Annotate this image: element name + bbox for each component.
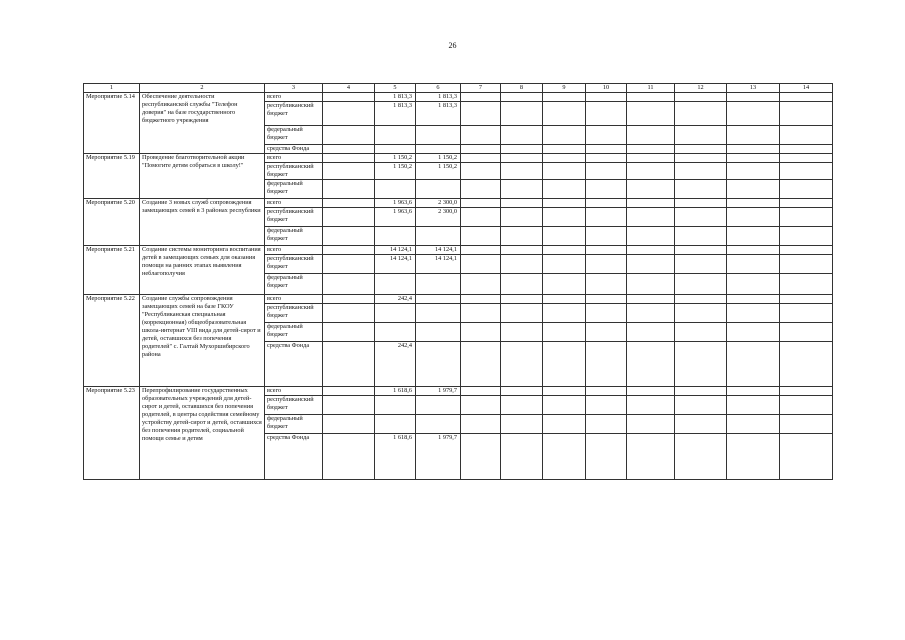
cell-col13 xyxy=(727,102,780,126)
measure-name: Создание системы мониторинга воспитания детей в замещающих семьях для оказания помощи на ранних этапах выявления неблагополучия xyxy=(140,246,265,295)
cell-col5 xyxy=(375,323,416,342)
cell-col12 xyxy=(675,415,727,434)
cell-col6: 2 300,0 xyxy=(416,199,461,208)
cell-col5 xyxy=(375,227,416,246)
funding-source: всего xyxy=(265,93,323,102)
cell-col14 xyxy=(780,434,833,480)
funding-source: федеральный бюджет xyxy=(265,323,323,342)
cell-col13 xyxy=(727,208,780,227)
cell-col10 xyxy=(586,255,627,274)
cell-col10 xyxy=(586,180,627,199)
cell-col5: 1 150,2 xyxy=(375,154,416,163)
cell-col12 xyxy=(675,102,727,126)
cell-col12 xyxy=(675,246,727,255)
cell-col8 xyxy=(501,126,543,145)
cell-col14 xyxy=(780,304,833,323)
measure-name: Создание 3 новых служб сопровождения замещающих семей в 3 районах республики xyxy=(140,199,265,246)
funding-source: всего xyxy=(265,154,323,163)
cell-col14 xyxy=(780,323,833,342)
cell-col8 xyxy=(501,323,543,342)
cell-col11 xyxy=(627,227,675,246)
cell-col9 xyxy=(543,396,586,415)
cell-col11 xyxy=(627,154,675,163)
cell-col11 xyxy=(627,126,675,145)
cell-col11 xyxy=(627,93,675,102)
cell-col11 xyxy=(627,396,675,415)
cell-col10 xyxy=(586,227,627,246)
header-cell: 10 xyxy=(586,84,627,93)
cell-col5: 242,4 xyxy=(375,342,416,387)
cell-col10 xyxy=(586,323,627,342)
cell-col4 xyxy=(323,246,375,255)
table-row xyxy=(84,93,833,102)
cell-col13 xyxy=(727,304,780,323)
cell-col4 xyxy=(323,180,375,199)
funding-source: республиканский бюджет xyxy=(265,102,323,126)
cell-col9 xyxy=(543,246,586,255)
cell-col11 xyxy=(627,102,675,126)
cell-col14 xyxy=(780,154,833,163)
cell-col14 xyxy=(780,145,833,154)
cell-col8 xyxy=(501,387,543,396)
cell-col8 xyxy=(501,145,543,154)
cell-col9 xyxy=(543,102,586,126)
cell-col10 xyxy=(586,145,627,154)
cell-col9 xyxy=(543,93,586,102)
measure-name: Проведение благотворительной акции "Помогите детям собраться в школу!" xyxy=(140,154,265,199)
cell-col6: 1 979,7 xyxy=(416,387,461,396)
cell-col12 xyxy=(675,163,727,180)
funding-source: федеральный бюджет xyxy=(265,126,323,145)
funding-source: всего xyxy=(265,387,323,396)
cell-col11 xyxy=(627,255,675,274)
cell-col4 xyxy=(323,93,375,102)
cell-col4 xyxy=(323,304,375,323)
cell-col4 xyxy=(323,255,375,274)
cell-col6 xyxy=(416,227,461,246)
cell-col5: 14 124,1 xyxy=(375,255,416,274)
cell-col7 xyxy=(461,246,501,255)
cell-col12 xyxy=(675,154,727,163)
cell-col5: 1 813,3 xyxy=(375,93,416,102)
cell-col7 xyxy=(461,304,501,323)
cell-col6: 1 813,3 xyxy=(416,93,461,102)
cell-col10 xyxy=(586,415,627,434)
funding-source: средства Фонда xyxy=(265,145,323,154)
cell-col11 xyxy=(627,295,675,304)
cell-col13 xyxy=(727,295,780,304)
cell-col4 xyxy=(323,274,375,295)
cell-col5 xyxy=(375,180,416,199)
cell-col14 xyxy=(780,396,833,415)
cell-col7 xyxy=(461,199,501,208)
cell-col14 xyxy=(780,274,833,295)
cell-col8 xyxy=(501,295,543,304)
cell-col7 xyxy=(461,163,501,180)
cell-col5 xyxy=(375,274,416,295)
cell-col6 xyxy=(416,323,461,342)
cell-col14 xyxy=(780,387,833,396)
cell-col13 xyxy=(727,93,780,102)
cell-col9 xyxy=(543,295,586,304)
cell-col14 xyxy=(780,163,833,180)
cell-col8 xyxy=(501,255,543,274)
measure-name: Создание службы сопровождения замещающих семей на базе ГКОУ "Республиканская специальная (коррекционная) общеобразовательная школа-интернат VIII вида для детей-сирот и детей, оставшихся без попечения родителей" с. Галтай Мухоршибирского района xyxy=(140,295,265,387)
cell-col10 xyxy=(586,274,627,295)
table-row xyxy=(84,387,833,396)
cell-col4 xyxy=(323,415,375,434)
cell-col14 xyxy=(780,93,833,102)
cell-col10 xyxy=(586,434,627,480)
cell-col5 xyxy=(375,126,416,145)
measure-name: Обеспечение деятельности республиканской службы "Телефон доверия" на базе государственного бюджетного учреждения xyxy=(140,93,265,154)
cell-col11 xyxy=(627,145,675,154)
cell-col5 xyxy=(375,145,416,154)
cell-col10 xyxy=(586,396,627,415)
cell-col11 xyxy=(627,274,675,295)
cell-col11 xyxy=(627,387,675,396)
header-cell: 14 xyxy=(780,84,833,93)
cell-col13 xyxy=(727,180,780,199)
header-cell: 3 xyxy=(265,84,323,93)
cell-col8 xyxy=(501,208,543,227)
cell-col11 xyxy=(627,342,675,387)
cell-col10 xyxy=(586,342,627,387)
cell-col9 xyxy=(543,180,586,199)
measure-code: Мероприятие 5.22 xyxy=(84,295,140,387)
cell-col12 xyxy=(675,93,727,102)
cell-col13 xyxy=(727,274,780,295)
cell-col8 xyxy=(501,227,543,246)
cell-col6: 1 150,2 xyxy=(416,163,461,180)
cell-col4 xyxy=(323,102,375,126)
cell-col7 xyxy=(461,145,501,154)
cell-col6 xyxy=(416,295,461,304)
cell-col10 xyxy=(586,304,627,323)
cell-col9 xyxy=(543,304,586,323)
cell-col4 xyxy=(323,163,375,180)
cell-col7 xyxy=(461,342,501,387)
cell-col7 xyxy=(461,415,501,434)
cell-col7 xyxy=(461,180,501,199)
page-number: 26 xyxy=(448,41,457,50)
cell-col9 xyxy=(543,126,586,145)
table-body xyxy=(84,84,833,480)
cell-col13 xyxy=(727,154,780,163)
cell-col13 xyxy=(727,246,780,255)
cell-col12 xyxy=(675,274,727,295)
cell-col6 xyxy=(416,274,461,295)
cell-col11 xyxy=(627,434,675,480)
measure-code: Мероприятие 5.21 xyxy=(84,246,140,295)
header-cell: 12 xyxy=(675,84,727,93)
cell-col14 xyxy=(780,246,833,255)
cell-col12 xyxy=(675,199,727,208)
cell-col7 xyxy=(461,154,501,163)
cell-col7 xyxy=(461,323,501,342)
cell-col11 xyxy=(627,415,675,434)
cell-col12 xyxy=(675,295,727,304)
cell-col11 xyxy=(627,323,675,342)
cell-col7 xyxy=(461,255,501,274)
cell-col8 xyxy=(501,163,543,180)
cell-col12 xyxy=(675,227,727,246)
funding-source: республиканский бюджет xyxy=(265,304,323,323)
cell-col13 xyxy=(727,396,780,415)
cell-col8 xyxy=(501,93,543,102)
cell-col14 xyxy=(780,102,833,126)
cell-col14 xyxy=(780,208,833,227)
measure-code: Мероприятие 5.20 xyxy=(84,199,140,246)
header-cell: 8 xyxy=(501,84,543,93)
cell-col14 xyxy=(780,295,833,304)
cell-col8 xyxy=(501,415,543,434)
cell-col6 xyxy=(416,415,461,434)
header-cell: 13 xyxy=(727,84,780,93)
cell-col9 xyxy=(543,208,586,227)
cell-col5: 1 618,6 xyxy=(375,434,416,480)
cell-col4 xyxy=(323,387,375,396)
cell-col8 xyxy=(501,180,543,199)
header-cell: 11 xyxy=(627,84,675,93)
cell-col8 xyxy=(501,154,543,163)
cell-col13 xyxy=(727,199,780,208)
funding-source: всего xyxy=(265,199,323,208)
cell-col6 xyxy=(416,342,461,387)
cell-col4 xyxy=(323,199,375,208)
funding-source: всего xyxy=(265,295,323,304)
cell-col6: 1 979,7 xyxy=(416,434,461,480)
funding-source: республиканский бюджет xyxy=(265,208,323,227)
cell-col13 xyxy=(727,255,780,274)
cell-col4 xyxy=(323,434,375,480)
cell-col8 xyxy=(501,199,543,208)
cell-col5: 242,4 xyxy=(375,295,416,304)
cell-col12 xyxy=(675,434,727,480)
cell-col5: 1 618,6 xyxy=(375,387,416,396)
funding-source: федеральный бюджет xyxy=(265,180,323,199)
cell-col4 xyxy=(323,396,375,415)
table-row xyxy=(84,295,833,304)
cell-col5: 1 813,3 xyxy=(375,102,416,126)
measure-name: Перепрофилирование государственных образовательных учреждений для детей-сирот и детей, оставшихся без попечения родителей, в центры содействия семейному устройству детей-сирот и детей, оставшихся без попечения родителей, социальной помощи семье и детям xyxy=(140,387,265,480)
cell-col8 xyxy=(501,396,543,415)
cell-col12 xyxy=(675,180,727,199)
cell-col13 xyxy=(727,163,780,180)
cell-col7 xyxy=(461,102,501,126)
cell-col10 xyxy=(586,199,627,208)
cell-col9 xyxy=(543,274,586,295)
cell-col6 xyxy=(416,126,461,145)
measure-code: Мероприятие 5.14 xyxy=(84,93,140,154)
cell-col4 xyxy=(323,227,375,246)
cell-col6: 1 813,3 xyxy=(416,102,461,126)
header-row xyxy=(84,84,833,93)
cell-col8 xyxy=(501,274,543,295)
cell-col13 xyxy=(727,145,780,154)
cell-col8 xyxy=(501,304,543,323)
cell-col9 xyxy=(543,323,586,342)
funding-source: средства Фонда xyxy=(265,434,323,480)
cell-col13 xyxy=(727,415,780,434)
cell-col13 xyxy=(727,323,780,342)
cell-col12 xyxy=(675,208,727,227)
header-cell: 6 xyxy=(416,84,461,93)
header-cell: 1 xyxy=(84,84,140,93)
cell-col12 xyxy=(675,304,727,323)
cell-col10 xyxy=(586,295,627,304)
cell-col14 xyxy=(780,255,833,274)
cell-col5 xyxy=(375,396,416,415)
cell-col4 xyxy=(323,342,375,387)
cell-col10 xyxy=(586,246,627,255)
funding-source: федеральный бюджет xyxy=(265,274,323,295)
cell-col9 xyxy=(543,434,586,480)
cell-col7 xyxy=(461,227,501,246)
cell-col7 xyxy=(461,387,501,396)
cell-col5: 1 963,6 xyxy=(375,199,416,208)
cell-col4 xyxy=(323,295,375,304)
cell-col4 xyxy=(323,126,375,145)
cell-col6 xyxy=(416,304,461,323)
funding-table xyxy=(83,83,833,480)
cell-col9 xyxy=(543,145,586,154)
cell-col10 xyxy=(586,163,627,180)
cell-col11 xyxy=(627,180,675,199)
cell-col9 xyxy=(543,154,586,163)
cell-col10 xyxy=(586,93,627,102)
measure-code: Мероприятие 5.23 xyxy=(84,387,140,480)
cell-col5 xyxy=(375,304,416,323)
cell-col5 xyxy=(375,415,416,434)
cell-col11 xyxy=(627,208,675,227)
cell-col10 xyxy=(586,387,627,396)
measure-code: Мероприятие 5.19 xyxy=(84,154,140,199)
cell-col12 xyxy=(675,323,727,342)
cell-col7 xyxy=(461,274,501,295)
cell-col6 xyxy=(416,180,461,199)
cell-col9 xyxy=(543,227,586,246)
cell-col10 xyxy=(586,154,627,163)
cell-col11 xyxy=(627,163,675,180)
cell-col7 xyxy=(461,93,501,102)
cell-col12 xyxy=(675,387,727,396)
cell-col8 xyxy=(501,342,543,387)
funding-source: республиканский бюджет xyxy=(265,163,323,180)
cell-col12 xyxy=(675,255,727,274)
header-cell: 7 xyxy=(461,84,501,93)
cell-col14 xyxy=(780,227,833,246)
cell-col4 xyxy=(323,154,375,163)
cell-col6: 14 124,1 xyxy=(416,255,461,274)
cell-col8 xyxy=(501,434,543,480)
header-cell: 9 xyxy=(543,84,586,93)
funding-source: республиканский бюджет xyxy=(265,255,323,274)
cell-col13 xyxy=(727,434,780,480)
table-row xyxy=(84,154,833,163)
header-cell: 5 xyxy=(375,84,416,93)
cell-col7 xyxy=(461,434,501,480)
cell-col4 xyxy=(323,145,375,154)
cell-col6: 1 150,2 xyxy=(416,154,461,163)
cell-col14 xyxy=(780,342,833,387)
cell-col14 xyxy=(780,180,833,199)
cell-col13 xyxy=(727,387,780,396)
cell-col9 xyxy=(543,387,586,396)
cell-col11 xyxy=(627,246,675,255)
cell-col12 xyxy=(675,126,727,145)
table-row xyxy=(84,199,833,208)
cell-col14 xyxy=(780,126,833,145)
cell-col12 xyxy=(675,342,727,387)
cell-col5: 1 963,6 xyxy=(375,208,416,227)
cell-col13 xyxy=(727,126,780,145)
cell-col7 xyxy=(461,295,501,304)
cell-col10 xyxy=(586,102,627,126)
cell-col5: 14 124,1 xyxy=(375,246,416,255)
cell-col7 xyxy=(461,126,501,145)
cell-col14 xyxy=(780,415,833,434)
cell-col7 xyxy=(461,208,501,227)
funding-source: федеральный бюджет xyxy=(265,415,323,434)
cell-col9 xyxy=(543,199,586,208)
cell-col13 xyxy=(727,342,780,387)
cell-col10 xyxy=(586,208,627,227)
cell-col4 xyxy=(323,323,375,342)
header-cell: 2 xyxy=(140,84,265,93)
cell-col6: 14 124,1 xyxy=(416,246,461,255)
cell-col14 xyxy=(780,199,833,208)
cell-col11 xyxy=(627,304,675,323)
header-cell: 4 xyxy=(323,84,375,93)
funding-source: федеральный бюджет xyxy=(265,227,323,246)
cell-col6 xyxy=(416,145,461,154)
cell-col13 xyxy=(727,227,780,246)
cell-col5: 1 150,2 xyxy=(375,163,416,180)
funding-source: всего xyxy=(265,246,323,255)
cell-col7 xyxy=(461,396,501,415)
cell-col8 xyxy=(501,102,543,126)
cell-col9 xyxy=(543,342,586,387)
cell-col6: 2 300,0 xyxy=(416,208,461,227)
funding-source: средства Фонда xyxy=(265,342,323,387)
cell-col9 xyxy=(543,415,586,434)
cell-col9 xyxy=(543,255,586,274)
cell-col8 xyxy=(501,246,543,255)
cell-col11 xyxy=(627,199,675,208)
cell-col4 xyxy=(323,208,375,227)
cell-col12 xyxy=(675,396,727,415)
cell-col10 xyxy=(586,126,627,145)
funding-source: республиканский бюджет xyxy=(265,396,323,415)
cell-col6 xyxy=(416,396,461,415)
cell-col9 xyxy=(543,163,586,180)
table-row xyxy=(84,246,833,255)
cell-col12 xyxy=(675,145,727,154)
